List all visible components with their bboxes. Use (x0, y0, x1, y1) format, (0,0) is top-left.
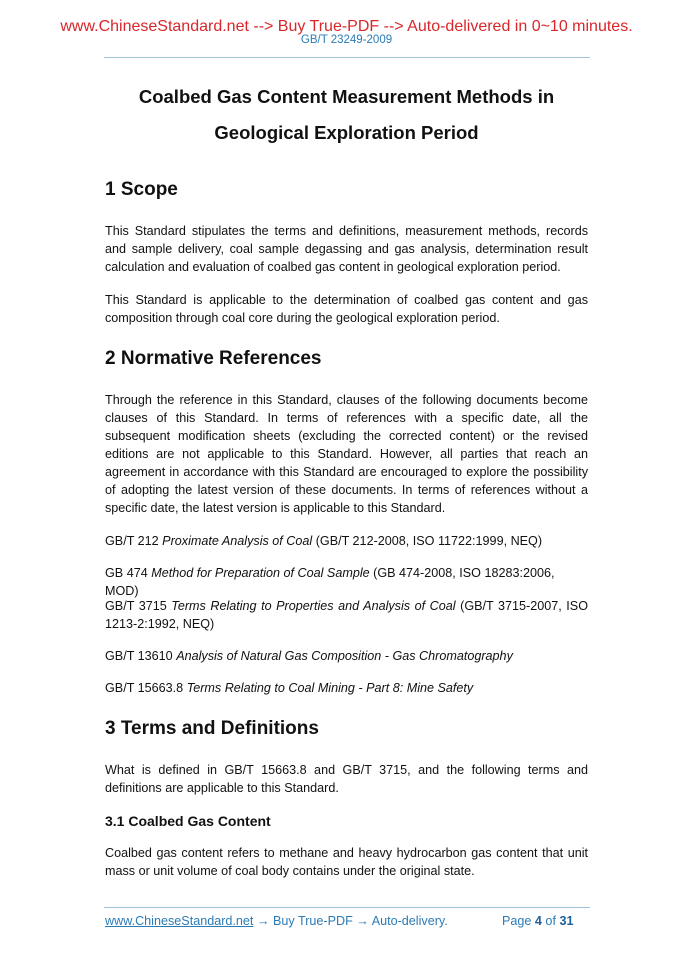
doc-title-line1: Coalbed Gas Content Measurement Methods in (138, 86, 555, 107)
promo-banner: www.ChineseStandard.net --> Buy True-PDF --> Auto-delivered in 0~10 minutes. (60, 18, 633, 35)
scope-paragraph-2: This Standard is applicable to the determination of coalbed gas content and gas composition through coal core during the geological exploration period. (105, 293, 588, 325)
normative-paragraph: Through the reference in this Standard, clauses of the following documents become clauses of this Standard. In terms of references with a specific date, all the subsequent modification sheets (excluding the corrected content) or the revised editions are not applicable to this Standard. However, all parties that reach an agreement in accordance with this Standard are encouraged to explore the possibility of adopting the latest version of these documents. In terms of references without a specific date, the latest version is applicable to this Standard. (105, 393, 588, 515)
header-divider (104, 57, 590, 58)
footer-promo: www.ChineseStandard.net → Buy True-PDF → Auto-delivery. (105, 914, 448, 928)
footer-link[interactable]: www.ChineseStandard.net (105, 914, 254, 928)
page-indicator: Page 4 of 31 (502, 914, 574, 928)
section-2-heading: 2 Normative References (105, 348, 322, 369)
subsection-3-1-paragraph: Coalbed gas content refers to methane and heavy hydrocarbon gas content that unit mass or unit volume of coal body contains under the original state. (105, 846, 588, 878)
reference-item: GB/T 212 Proximate Analysis of Coal (GB/T 212-2008, ISO 11722:1999, NEQ) (105, 534, 543, 548)
terms-paragraph: What is defined in GB/T 15663.8 and GB/T 3715, and the following terms and definitions are applicable to this Standard. (105, 763, 588, 795)
section-1-heading: 1 Scope (105, 179, 178, 200)
reference-item: GB/T 15663.8 Terms Relating to Coal Mining - Part 8: Mine Safety (105, 681, 474, 695)
reference-item: GB/T 3715 Terms Relating to Properties and Analysis of Coal (GB/T 3715-2007, ISO 1213-2:1992, NEQ) (105, 599, 588, 631)
standard-number: GB/T 23249-2009 (300, 34, 393, 46)
reference-item: GB 474 Method for Preparation of Coal Sample (GB 474-2008, ISO 18283:2006, MOD) (105, 566, 555, 598)
scope-paragraph-1: This Standard stipulates the terms and definitions, measurement methods, records and sample delivery, coal sample degassing and gas analysis, determination result calculation and evaluation of coalbed gas content in geological exploration period. (105, 224, 588, 274)
reference-item: GB/T 13610 Analysis of Natural Gas Composition - Gas Chromatography (105, 649, 513, 663)
doc-title-line2: Geological Exploration Period (214, 122, 479, 143)
section-3-heading: 3 Terms and Definitions (105, 718, 319, 739)
footer-divider (104, 907, 590, 908)
subsection-3-1-heading: 3.1 Coalbed Gas Content (105, 813, 271, 829)
